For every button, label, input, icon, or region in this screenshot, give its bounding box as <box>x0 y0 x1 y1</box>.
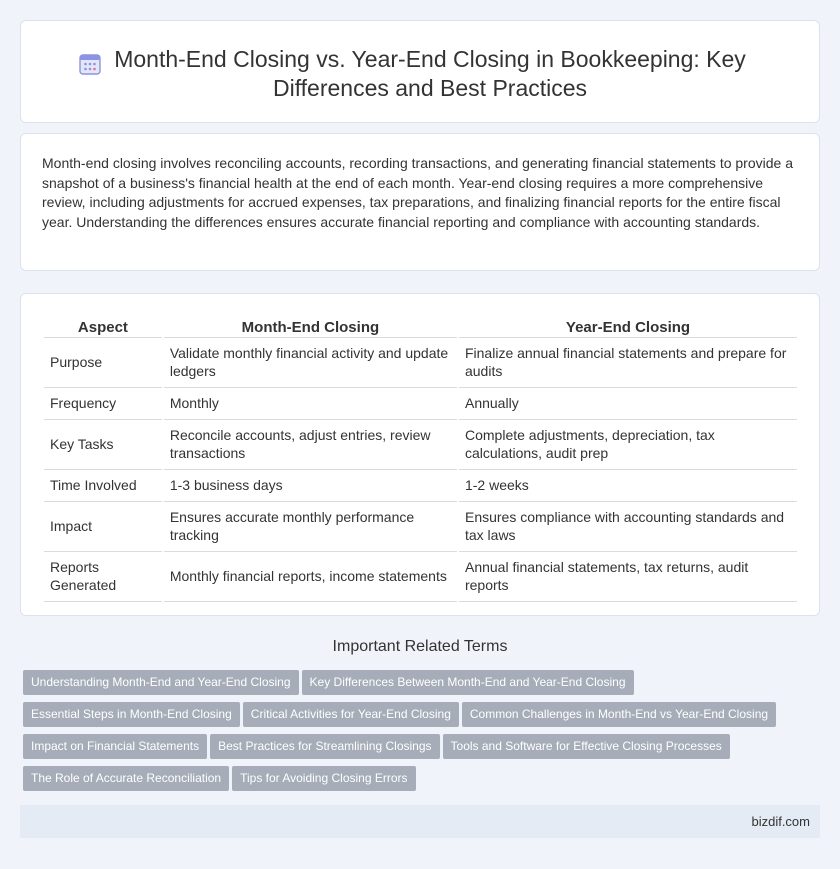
cell-year-end: 1-2 weeks <box>459 470 797 502</box>
table-row <box>44 338 797 388</box>
cell-month-end: Validate monthly financial activity and update ledgers <box>164 338 457 388</box>
intro-paragraph: Month-end closing involves reconciling accounts, recording transactions, and generating financial statements to provide a snapshot of a business's financial health at the end of each month. Year-end closing requires a more comprehensive review, including adjustments for accrued expenses, tax preparations, and finalizing financial reports for the entire fiscal year. Understanding the differences ensures accurate financial reporting and compliance with accounting standards. <box>42 155 793 230</box>
related-term-tag[interactable]: Tools and Software for Effective Closing Processes <box>443 734 730 759</box>
cell-year-end: Finalize annual financial statements and prepare for audits <box>459 338 797 388</box>
intro-card <box>20 133 820 271</box>
calendar-icon <box>77 51 103 77</box>
comparison-card <box>20 293 820 616</box>
related-term-tag[interactable]: Understanding Month-End and Year-End Closing <box>23 670 299 695</box>
cell-month-end: 1-3 business days <box>164 470 457 502</box>
cell-month-end: Monthly <box>164 388 457 420</box>
table-row <box>44 502 797 552</box>
footer-site-link[interactable]: bizdif.com <box>751 814 810 829</box>
related-term-tag[interactable]: Tips for Avoiding Closing Errors <box>232 766 415 791</box>
table-row <box>44 420 797 470</box>
cell-month-end: Monthly financial reports, income statements <box>164 552 457 602</box>
cell-month-end: Ensures accurate monthly performance tracking <box>164 502 457 552</box>
related-term-tag[interactable]: Critical Activities for Year-End Closing <box>243 702 459 727</box>
related-term-tag[interactable]: Key Differences Between Month-End and Year-End Closing <box>302 670 634 695</box>
cell-year-end: Complete adjustments, depreciation, tax calculations, audit prep <box>459 420 797 470</box>
cell-aspect: Frequency <box>44 388 162 420</box>
table-row <box>44 552 797 602</box>
table-row <box>44 470 797 502</box>
table-row <box>44 388 797 420</box>
related-term-tag[interactable]: Impact on Financial Statements <box>23 734 207 759</box>
table-header-row <box>44 314 797 338</box>
cell-aspect: Time Involved <box>44 470 162 502</box>
related-term-tag[interactable]: Best Practices for Streamlining Closings <box>210 734 439 759</box>
comparison-table <box>42 314 799 602</box>
footer <box>20 805 820 838</box>
related-terms-tags <box>23 670 813 798</box>
cell-year-end: Annual financial statements, tax returns, audit reports <box>459 552 797 602</box>
header-card <box>20 20 820 123</box>
page-title: Month-End Closing vs. Year-End Closing in Bookkeeping: Key Differences and Best Practices <box>114 46 746 101</box>
cell-aspect: Key Tasks <box>44 420 162 470</box>
cell-aspect: Impact <box>44 502 162 552</box>
related-term-tag[interactable]: The Role of Accurate Reconciliation <box>23 766 229 791</box>
cell-year-end: Ensures compliance with accounting standards and tax laws <box>459 502 797 552</box>
cell-aspect: Purpose <box>44 338 162 388</box>
header-year-end: Year-End Closing <box>459 314 797 338</box>
cell-year-end: Annually <box>459 388 797 420</box>
related-term-tag[interactable]: Essential Steps in Month-End Closing <box>23 702 240 727</box>
tag-row <box>23 670 813 702</box>
tag-row <box>23 702 813 734</box>
header-aspect: Aspect <box>44 314 162 338</box>
related-terms-title: Important Related Terms <box>332 638 508 655</box>
header-month-end: Month-End Closing <box>164 314 457 338</box>
tag-row <box>23 734 813 766</box>
tag-row <box>23 766 813 798</box>
related-term-tag[interactable]: Common Challenges in Month-End vs Year-End Closing <box>462 702 776 727</box>
cell-month-end: Reconcile accounts, adjust entries, review transactions <box>164 420 457 470</box>
cell-aspect: Reports Generated <box>44 552 162 602</box>
title-wrap <box>21 45 819 103</box>
